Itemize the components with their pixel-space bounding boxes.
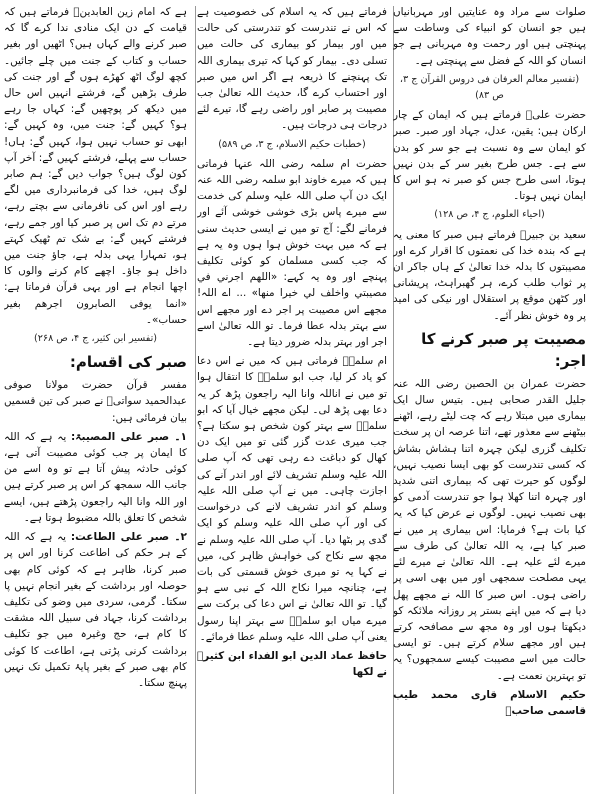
reference-citation: (تفسیر ابن کثیر، ج ۴، ص ۲۶۸) bbox=[34, 333, 157, 345]
section-heading: صبر کی اقسام: bbox=[69, 353, 187, 372]
paragraph: حضرت ام سلمہ رضی اللہ عنہا فرماتی ہیں کہ میرے خاوند ابو سلمہ رضی اللہ عنہ ایک دن آپ صلی اللہ علیہ وسلم کی خدمت سے میرے پاس بڑی خوشی خوشی آئے اور فرمانے لگے: آج تو میں نے ایسی حدیث سنی ہے کہ میں بہت خوش ہوا ہوں وہ یہ ہے کہ جب کسی مسلمان کو کوئی تکلیف پہنچے اور وہ یہ کہے: «اللهم اجرني في مصيبتي واخلف لي خيرا منها» ... اے اللہ! مجھے اس مصیبت پر اجر دے اور مجھے اس سے بہتر بدلہ عطا فرما۔ تو اللہ تعالیٰ اسے اجر اور بہتر بدلہ ضرور دیتا ہے۔ bbox=[197, 157, 387, 349]
paragraph: مفسر قرآن حضرت مولانا صوفی عبدالحمید سواتیؒ نے صبر کی تین قسمیں بیان فرمائی ہیں: bbox=[4, 379, 187, 424]
column-middle bbox=[197, 4, 387, 796]
list-item-label: ۲۔ صبر علی الطاعت: bbox=[70, 531, 187, 544]
reference-citation: (تفسیر معالم العرفان فی دروس القرآن ج ۳، ص ۸۳) bbox=[399, 73, 580, 102]
column-right bbox=[393, 4, 586, 796]
paragraph: حضرت علیؓ فرماتے ہیں کہ ایمان کے چار ارکان ہیں: یقین، عدل، جہاد اور صبر۔ صبر کو ایمان سے وہ نسبت ہے جو سر کو بدن سے ہے۔ جس طرح بغیر سر کے بدن نہیں ہوتا، اسی طرح جس کو صبر نہ ہو اس کا ایمان نہیں ہوتا۔ bbox=[393, 109, 586, 203]
paragraph: ہے کہ امام زین العابدینؒ فرماتے ہیں کہ قیامت کے دن ایک منادی ندا کرے گا کہ صبر کرنے والے کہاں ہیں؟ اٹھیں اور بغیر حساب و کتاب کے جنت میں چلے جائیں۔ کچھ لوگ اٹھ کھڑے ہوں گے اور جنت کی طرف بڑھیں گے، فرشتے انہیں اس حال میں دیکھ کر پوچھیں گے: کہاں جا رہے ہو؟ کہیں گے: جنت میں، وہ کہیں گے: ابھی تو حساب نہیں ہوا، کہیں گے: ہاں! حساب سے پہلے، فرشتے کہیں گے: آخر آپ کون لوگ ہیں؟ جواب دیں گے: ہم صابر لوگ ہیں، خدا کی فرمانبرداری میں لگے رہے اور اس کی نافرمانی سے بچتے رہے، مرتے دم تک اس پر صبر کیا اور جمے رہے، فرشتے کہیں گے: بے شک تم ٹھیک کہتے ہو، تمہارا یہی بدلہ ہے، جاؤ جنت میں داخل ہو جاؤ۔ اچھے کام کرنے والوں کا اچھا انجام ہے اور یہی قرآن فرماتا ہے: «انما يوفى الصابرون اجرهم بغير حساب»۔ bbox=[4, 6, 187, 326]
list-item bbox=[4, 529, 187, 691]
section-heading: مصیبت پر صبر کرنے کا اجر: bbox=[421, 329, 586, 370]
paragraph: سعید بن جبیرؒ فرماتے ہیں صبر کا معنی یہ ہے کہ بندہ خدا کی نعمتوں کا اقرار کرے اور مصیبتوں کا بدلہ خدا تعالیٰ کے ہاں جاکر ان پر ثواب طلب کرے، ہر گھبراہٹ، پریشانی اور کٹھن موقع پر استقلال اور نیکی کی امید پر وہ خوش نظر آئے۔ bbox=[393, 228, 586, 322]
paragraph: حضرت عمران بن الحصین رضی اللہ عنہ جلیل القدر صحابی ہیں۔ بتیس سال ایک بیماری میں مبتلا رہے کہ چت لیٹے رہے، اٹھنے بیٹھنے سے معذور تھے، اتنا عرصہ ان پر سخت تکلیف گزری لیکن چہرہ اتنا ہشاش بشاش کہ کسی تندرست کو بھی ایسا نصیب نہیں، لوگوں کو حیرت تھی کہ بیماری اتنی شدید اور چہرہ اتنا کھلا ہوا جو تندرست آدمی کو بھی نصیب نہیں۔ لوگوں نے عرض کیا کہ یہ کیا بات ہے؟ فرمایا: اس بیماری پر میں نے صبر کیا ہے، یہ اللہ تعالیٰ کی طرف سے میرے لئے علیہ ہے۔ اللہ تعالیٰ نے میرے لئے یہی مصلحت سمجھی اور میں بھی اسی پر راضی ہوں۔ اس صبر کا اللہ نے مجھے پھل دیا ہے کہ میں اپنے بستر پر روزانہ ملائکہ کو دیکھتا ہوں اور وہ مجھ سے مصافحہ کرتے ہیں اور مجھے سلام کرتے ہیں۔ تو ایسی حالت میں اسے مصیبت کیسے سمجھوں؟ یہ تو بہترین نعمت ہے۔ bbox=[393, 377, 586, 682]
paragraph: ام سلمہؓ فرماتی ہیں کہ میں نے اس دعا کو یاد کر لیا، جب ابو سلمہؓ کا انتقال ہوا تو میں نے اناللہ وانا الیہ راجعون پڑھ کر یہ دعا بھی پڑھ لی۔ لیکن مجھے خیال آیا کہ ابو سلمہؓ سے بہتر کون شخص ہو سکتا ہے؟ جب میری عدت گزر گئی تو میں ایک دن کھال کو دباغت دے رہی تھی کہ آپ صلی اللہ علیہ وسلم تشریف لائے اور اندر آنے کی اجازت چاہی۔ میں نے آپ صلی اللہ علیہ وسلم کو اندر تشریف لانے کی درخواست کی اور آپ صلی اللہ علیہ وسلم کو ایک گدی پر بٹھا دیا۔ آپ صلی اللہ علیہ وسلم نے مجھ سے نکاح کی خواہش ظاہر کی، میں نے کہا یہ تو میری خوش قسمتی کی بات ہے، چنانچہ میرا نکاح اللہ کے نبی سے ہو گیا۔ تو اللہ تعالیٰ نے اس دعا کی برکت سے میرے میاں ابو سلمہؓ سے بہتر اپنا رسول یعنی آپ صلی اللہ علیہ وسلم عطا فرمائے۔ bbox=[197, 355, 387, 643]
list-item-label: ۱۔ صبر علی المصیبۃ: bbox=[71, 430, 187, 443]
list-item-text: یہ ہے کہ اللہ کے ہر حکم کی اطاعت کرنا اور اس پر صبر کرنا، ظاہر ہے کہ کوئی کام بھی حوصلہ اور برداشت کے بغیر انجام نہیں پا سکتا۔ گرمی، سردی میں وضو کی تکلیف برداشت کرنا، جہاد فی سبیل اللہ مشقت کا کام ہے، حج وغیرہ میں جو تکلیف برداشت کرنی پڑتی ہے، اطاعت کا کوئی کام بھی صبر کے بغیر پایۂ تکمیل تک نہیں پہنچ سکتا۔ bbox=[4, 531, 187, 689]
reference-citation: (خطبات حکیم الاسلام، ج ۳، ص ۵۸۹) bbox=[218, 138, 366, 150]
author-line: حکیم الاسلام قاری محمد طیب قاسمی صاحبؒ bbox=[393, 688, 586, 717]
author-line: حافظ عماد الدین ابو الفداء ابن کثیرؒ نے لکھا bbox=[197, 649, 387, 679]
column-left bbox=[4, 4, 187, 796]
reference-citation: (احیاء العلوم، ج ۴، ص ۱۲۸) bbox=[434, 209, 545, 221]
list-item-text: یہ ہے کہ اللہ کا ایمان پر جب کوئی مصیبت آتی ہے، کوئی حادثہ پیش آتا ہے تو وہ اسے من جانب اللہ سمجھ کر اس پر صبر کرتے ہیں اور اللہ وانا الیہ راجعون پڑھتے ہیں، ایسے شخص کا تعلق باللہ مضبوط ہوتا ہے۔ bbox=[4, 430, 187, 524]
column-divider bbox=[195, 6, 196, 794]
paragraph: صلوات سے مراد وہ عنایتیں اور مہربانیاں ہیں جو انسان کو انبیاء کی وساطت سے پہنچتی ہیں اور رحمت وہ مہربانی ہے جو انسان کو اللہ کے فضل سے پہنچتی ہے۔ bbox=[393, 6, 586, 67]
paragraph: فرماتے ہیں کہ یہ اسلام کی خصوصیت ہے کہ اس نے تندرست کو تندرستی کی حالت میں اور بیمار کو بیماری کی حالت میں تسلی دی۔ بیمار کو کہا کہ تیری بیماری اللہ تک پہنچنے کا ذریعہ ہے اگر اس میں صبر اور احتساب کرے گا، حدیث اللہ تعالیٰ جب مصیبت پر صابر اور راضی رہے گا، تیرے لئے درجات ہی درجات ہیں۔ bbox=[197, 6, 387, 132]
list-item bbox=[4, 429, 187, 526]
